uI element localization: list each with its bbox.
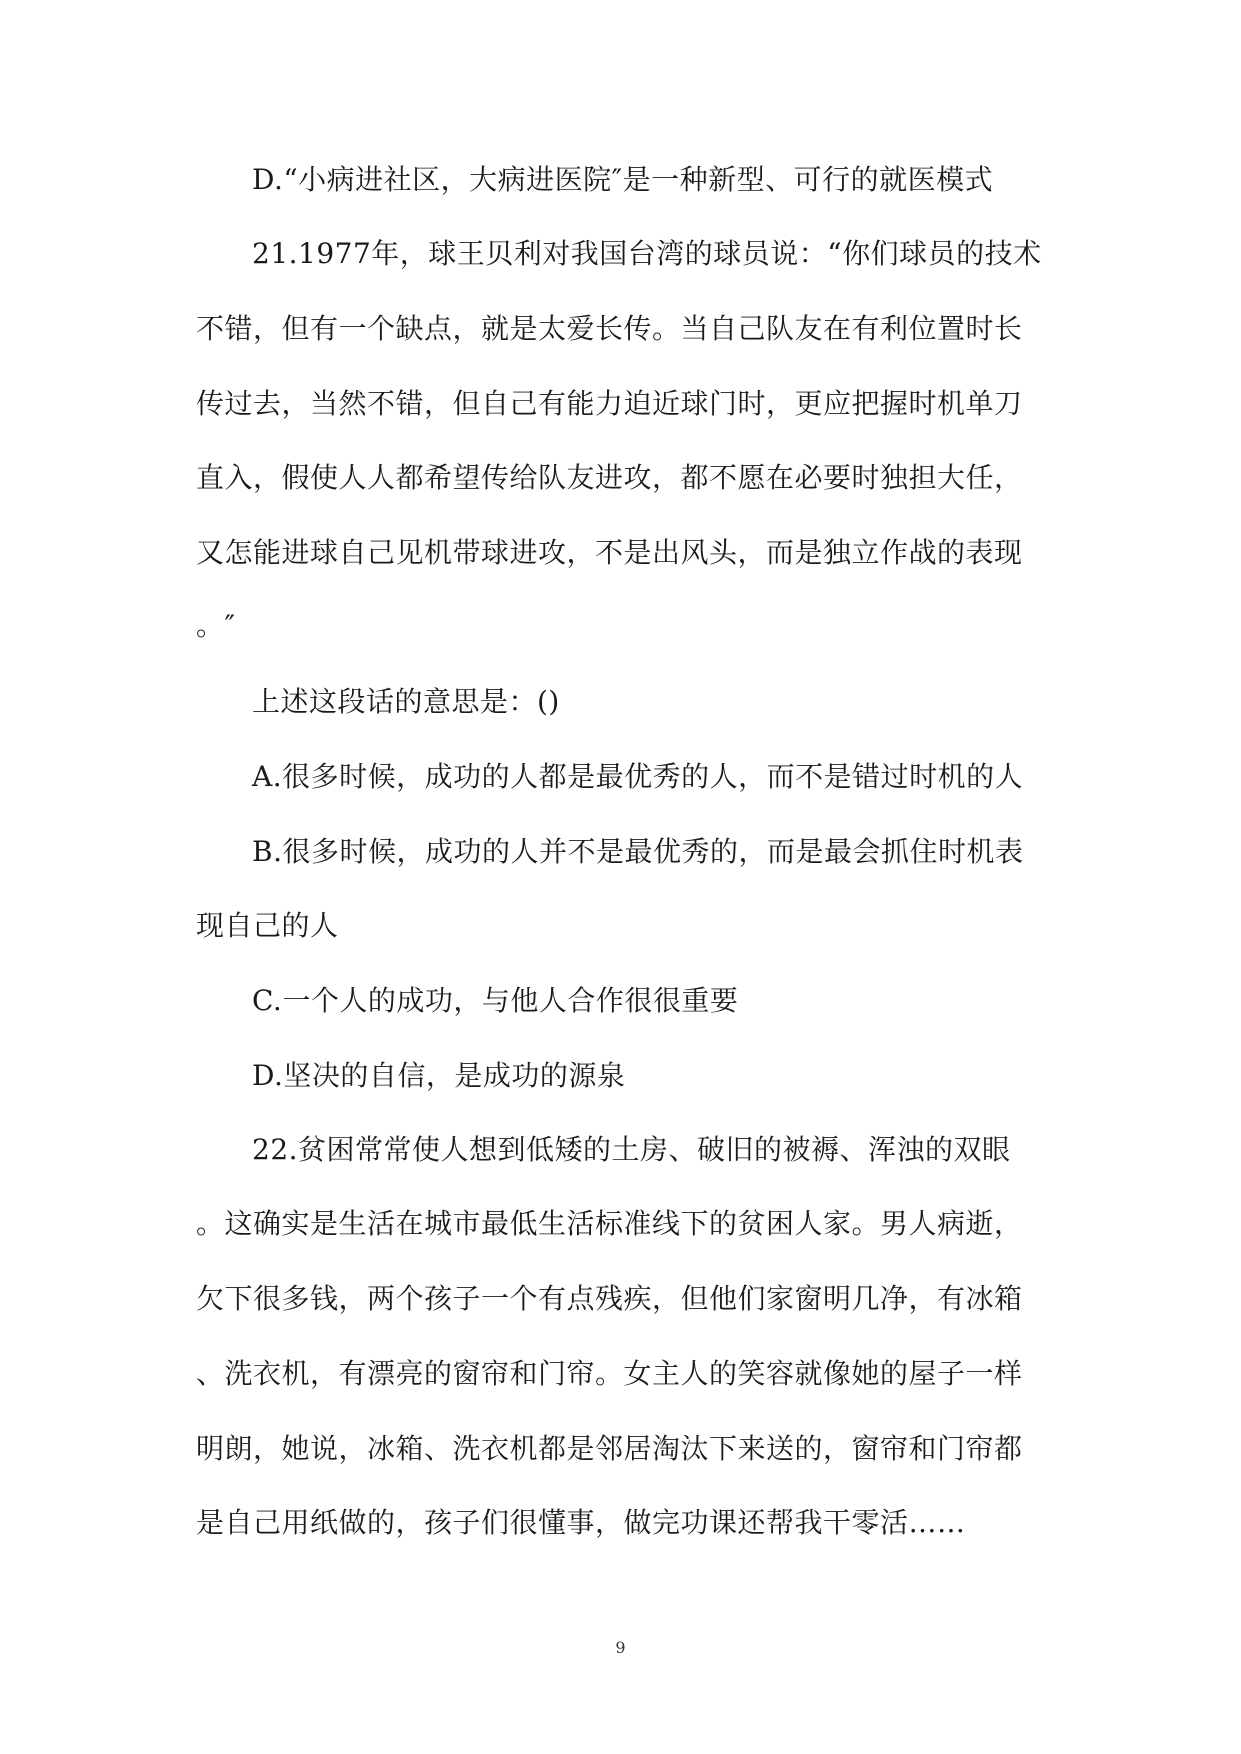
text-line: 明朗，她说，冰箱、洗衣机都是邻居淘汰下来送的，窗帘和门帘都	[196, 1432, 1023, 1465]
text-line: 传过去，当然不错，但自己有能力迫近球门时，更应把握时机单刀	[196, 387, 1023, 420]
question-prompt: 上述这段话的意思是：()	[252, 685, 560, 718]
question-22-line: 22.贫困常常使人想到低矮的土房、破旧的被褥、浑浊的双眼	[252, 1133, 1011, 1166]
text-line: 欠下很多钱，两个孩子一个有点残疾，但他们家窗明几净，有冰箱	[196, 1282, 1023, 1315]
text-line: 直入，假使人人都希望传给队友进攻，都不愿在必要时独担大任，	[196, 461, 1023, 494]
question-21-line: 21.1977年，球王贝利对我国台湾的球员说：“你们球员的技术	[252, 237, 1042, 270]
text-line: D.“小病进社区，大病进医院″是一种新型、可行的就医模式	[252, 163, 994, 196]
text-line: 、洗衣机，有漂亮的窗帘和门帘。女主人的笑容就像她的屋子一样	[196, 1357, 1023, 1390]
option-b: B.很多时候，成功的人并不是最优秀的，而是最会抓住时机表	[252, 835, 1024, 868]
option-b-continued: 现自己的人	[196, 909, 339, 942]
text-line: 是自己用纸做的，孩子们很懂事，做完功课还帮我干零活……	[196, 1506, 966, 1539]
page-number: 9	[615, 1638, 626, 1657]
text-line: 。这确实是生活在城市最低生活标准线下的贫困人家。男人病逝，	[196, 1207, 1023, 1240]
option-a: A.很多时候，成功的人都是最优秀的人，而不是错过时机的人	[252, 760, 1024, 793]
option-d: D.坚决的自信，是成功的源泉	[252, 1059, 626, 1092]
text-line: 。″	[196, 609, 236, 642]
option-c: C.一个人的成功，与他人合作很很重要	[252, 984, 739, 1017]
text-line: 又怎能进球自己见机带球进攻，不是出风头，而是独立作战的表现	[196, 536, 1023, 569]
text-line: 不错，但有一个缺点，就是太爱长传。当自己队友在有利位置时长	[196, 312, 1023, 345]
